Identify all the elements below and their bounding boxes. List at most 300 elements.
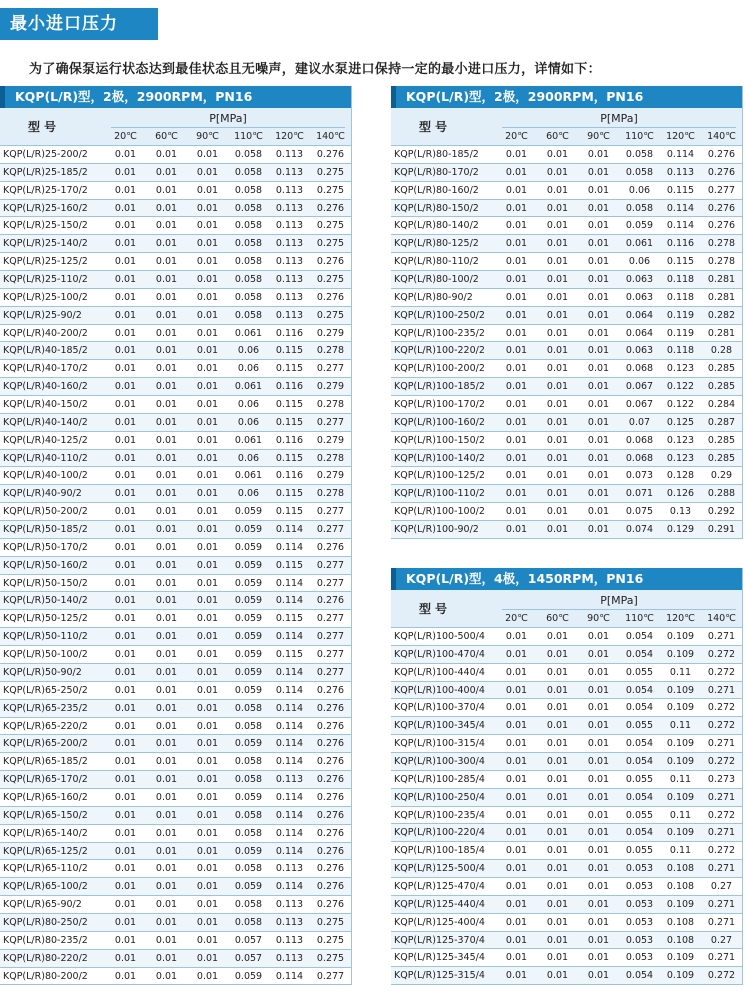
- pressure-cell: 0.01: [155, 845, 178, 857]
- table-row: [391, 235, 742, 253]
- table-rows: [391, 628, 742, 985]
- pressure-cell: 0.063: [625, 291, 654, 303]
- table-row: [0, 164, 351, 182]
- pressure-cell: 0.01: [505, 666, 528, 678]
- pressure-cell: 0.01: [505, 791, 528, 803]
- model-cell: KQP(L/R)100-220/2: [394, 345, 485, 357]
- table-row: [0, 700, 351, 718]
- pressure-cell: 0.01: [587, 149, 610, 160]
- table-row: [391, 664, 742, 682]
- model-cell: KQP(L/R)80-185/2: [394, 149, 479, 160]
- model-cell: KQP(L/R)100-170/2: [394, 399, 485, 411]
- pressure-cell: 0.123: [666, 434, 695, 446]
- pressure-cell: 0.01: [114, 774, 137, 786]
- pressure-cell: 0.271: [707, 684, 736, 696]
- pressure-cell: 0.01: [196, 274, 219, 286]
- pressure-cell: 0.113: [275, 220, 304, 232]
- pressure-cell: 0.068: [625, 363, 654, 375]
- pressure-cell: 0.01: [546, 149, 569, 160]
- pressure-cell: 0.058: [625, 166, 654, 178]
- pressure-cell: 0.01: [114, 881, 137, 893]
- pressure-cell: 0.01: [155, 434, 178, 446]
- temperature-header: 140℃: [707, 131, 736, 142]
- pressure-cell: 0.01: [196, 381, 219, 393]
- pressure-cell: 0.01: [587, 952, 610, 964]
- pressure-cell: 0.01: [196, 809, 219, 821]
- pressure-cell: 0.054: [625, 738, 654, 750]
- table-row: [0, 485, 351, 503]
- model-cell: KQP(L/R)125-440/4: [394, 898, 485, 910]
- pressure-cell: 0.01: [587, 291, 610, 303]
- model-cell: KQP(L/R)80-90/2: [394, 291, 473, 303]
- pressure-cell: 0.113: [275, 256, 304, 268]
- model-cell: KQP(L/R)40-160/2: [3, 381, 88, 393]
- pressure-cell: 0.01: [114, 684, 137, 696]
- pressure-cell: 0.01: [196, 184, 219, 196]
- pressure-cell: 0.114: [275, 702, 304, 714]
- pressure-cell: 0.125: [666, 416, 695, 428]
- pressure-cell: 0.01: [114, 416, 137, 428]
- model-cell: KQP(L/R)50-100/2: [3, 649, 88, 661]
- pressure-cell: 0.01: [196, 345, 219, 357]
- model-cell: KQP(L/R)25-160/2: [3, 202, 88, 214]
- pressure-cell: 0.054: [625, 756, 654, 768]
- pressure-cell: 0.115: [666, 256, 695, 268]
- pressure-cell: 0.01: [505, 684, 528, 696]
- model-cell: KQP(L/R)80-220/2: [3, 952, 88, 964]
- model-cell: KQP(L/R)80-110/2: [394, 256, 479, 268]
- pressure-cell: 0.114: [666, 202, 695, 214]
- pressure-cell: 0.113: [275, 774, 304, 786]
- pressure-cell: 0.059: [234, 577, 263, 589]
- table-row: [0, 682, 351, 700]
- pressure-cell: 0.271: [707, 631, 736, 642]
- pressure-cell: 0.058: [234, 202, 263, 214]
- pressure-cell: 0.01: [587, 916, 610, 928]
- pressure-cell: 0.058: [234, 166, 263, 178]
- pressure-cell: 0.01: [505, 934, 528, 946]
- pressure-cell: 0.115: [275, 345, 304, 357]
- pressure-cell: 0.01: [587, 702, 610, 714]
- pressure-cell: 0.115: [275, 649, 304, 661]
- pressure-cell: 0.114: [275, 845, 304, 857]
- pressure-cell: 0.119: [666, 309, 695, 321]
- pressure-cell: 0.276: [707, 149, 736, 160]
- pressure-cell: 0.01: [114, 220, 137, 232]
- table-row: [391, 342, 742, 360]
- pressure-cell: 0.277: [316, 613, 345, 625]
- pressure-cell: 0.01: [587, 898, 610, 910]
- pressure-cell: 0.01: [114, 202, 137, 214]
- pressure-cell: 0.01: [505, 773, 528, 785]
- pressure-cell: 0.06: [628, 256, 651, 268]
- pressure-cell: 0.01: [546, 416, 569, 428]
- pressure-cell: 0.01: [505, 381, 528, 393]
- pressure-cell: 0.01: [114, 631, 137, 643]
- model-cell: KQP(L/R)100-150/2: [394, 434, 485, 446]
- pressure-cell: 0.01: [155, 809, 178, 821]
- pressure-cell: 0.01: [587, 470, 610, 482]
- pressure-cell: 0.01: [196, 541, 219, 553]
- model-cell: KQP(L/R)65-235/2: [3, 702, 88, 714]
- pressure-cell: 0.01: [546, 970, 569, 982]
- pressure-cell: 0.01: [155, 613, 178, 625]
- pressure-cell: 0.01: [587, 327, 610, 339]
- pressure-cell: 0.01: [196, 434, 219, 446]
- pressure-cell: 0.01: [155, 791, 178, 803]
- pressure-cell: 0.058: [234, 291, 263, 303]
- pressure-cell: 0.114: [275, 720, 304, 732]
- intro-text: 为了确保泵运行状态达到最佳状态且无噪声，建议水泵进口保持一定的最小进口压力，详情如下：: [29, 62, 601, 77]
- pressure-cell: 0.01: [505, 845, 528, 857]
- pressure-cell: 0.114: [275, 756, 304, 768]
- temperature-header: 60℃: [155, 131, 178, 142]
- pressure-cell: 0.281: [707, 291, 736, 303]
- pressure-cell: 0.063: [625, 274, 654, 286]
- pressure-cell: 0.109: [666, 738, 695, 750]
- temperature-header: 120℃: [666, 131, 695, 142]
- pressure-cell: 0.01: [114, 649, 137, 661]
- pressure-cell: 0.01: [587, 256, 610, 268]
- pressure-cell: 0.01: [587, 399, 610, 411]
- pressure-cell: 0.01: [155, 452, 178, 464]
- pressure-cell: 0.01: [114, 345, 137, 357]
- pressure-cell: 0.118: [666, 291, 695, 303]
- pressure-unit-header: P[MPa]: [111, 112, 345, 128]
- table-row: [391, 771, 742, 789]
- pressure-cell: 0.059: [234, 881, 263, 893]
- pressure-cell: 0.01: [587, 416, 610, 428]
- pressure-cell: 0.01: [587, 845, 610, 857]
- pressure-cell: 0.116: [275, 434, 304, 446]
- table-row: [0, 932, 351, 950]
- model-cell: KQP(L/R)40-125/2: [3, 434, 88, 446]
- pressure-cell: 0.113: [275, 274, 304, 286]
- pressure-cell: 0.277: [316, 631, 345, 643]
- model-cell: KQP(L/R)40-185/2: [3, 345, 88, 357]
- pressure-cell: 0.01: [546, 863, 569, 875]
- table-header: KQP(L/R)型，2极，2900RPM，PN16: [0, 86, 351, 108]
- pressure-cell: 0.01: [546, 524, 569, 536]
- temperature-headers: [105, 131, 351, 142]
- pressure-cell: 0.276: [316, 845, 345, 857]
- table-row: [0, 914, 351, 932]
- pressure-cell: 0.01: [505, 952, 528, 964]
- pressure-cell: 0.058: [234, 274, 263, 286]
- pressure-cell: 0.01: [587, 934, 610, 946]
- temperature-header: 20℃: [505, 613, 528, 624]
- pressure-cell: 0.123: [666, 452, 695, 464]
- pressure-cell: 0.01: [196, 720, 219, 732]
- pressure-cell: 0.01: [196, 952, 219, 964]
- pressure-cell: 0.01: [505, 363, 528, 375]
- pressure-cell: 0.06: [628, 184, 651, 196]
- model-cell: KQP(L/R)40-200/2: [3, 327, 88, 339]
- pressure-cell: 0.27: [710, 934, 733, 946]
- pressure-cell: 0.276: [316, 541, 345, 553]
- pressure-cell: 0.285: [707, 363, 736, 375]
- pressure-cell: 0.01: [505, 416, 528, 428]
- pressure-cell: 0.01: [505, 898, 528, 910]
- pressure-cell: 0.285: [707, 381, 736, 393]
- pressure-cell: 0.277: [316, 970, 345, 982]
- pressure-cell: 0.113: [275, 184, 304, 196]
- pressure-cell: 0.01: [505, 309, 528, 321]
- pressure-cell: 0.01: [114, 256, 137, 268]
- pressure-cell: 0.272: [707, 702, 736, 714]
- model-cell: KQP(L/R)100-110/2: [394, 488, 485, 500]
- pressure-cell: 0.275: [316, 166, 345, 178]
- pressure-cell: 0.01: [155, 274, 178, 286]
- pressure-cell: 0.272: [707, 756, 736, 768]
- pressure-cell: 0.287: [707, 416, 736, 428]
- pressure-cell: 0.276: [316, 684, 345, 696]
- pressure-cell: 0.01: [114, 274, 137, 286]
- table-row: [0, 664, 351, 682]
- pressure-cell: 0.06: [237, 345, 260, 357]
- model-cell: KQP(L/R)40-170/2: [3, 363, 88, 375]
- pressure-cell: 0.055: [625, 666, 654, 678]
- pressure-cell: 0.01: [196, 524, 219, 536]
- pressure-cell: 0.114: [275, 524, 304, 536]
- pressure-cell: 0.108: [666, 916, 695, 928]
- pressure-cell: 0.01: [155, 756, 178, 768]
- pressure-cell: 0.01: [114, 827, 137, 839]
- pressure-cell: 0.276: [316, 149, 345, 160]
- pressure-cell: 0.01: [196, 899, 219, 911]
- pressure-cell: 0.01: [546, 488, 569, 500]
- pressure-cell: 0.01: [155, 363, 178, 375]
- table-row: [391, 967, 742, 985]
- pressure-cell: 0.058: [234, 238, 263, 250]
- pressure-cell: 0.276: [316, 202, 345, 214]
- table-row: [391, 628, 742, 646]
- pressure-cell: 0.01: [196, 916, 219, 928]
- pressure-cell: 0.01: [114, 291, 137, 303]
- model-cell: KQP(L/R)25-125/2: [3, 256, 88, 268]
- pressure-cell: 0.01: [587, 827, 610, 839]
- pressure-cell: 0.01: [196, 166, 219, 178]
- pressure-cell: 0.115: [275, 613, 304, 625]
- pressure-cell: 0.01: [155, 184, 178, 196]
- pressure-cell: 0.01: [196, 845, 219, 857]
- table-row: [0, 628, 351, 646]
- pressure-cell: 0.278: [316, 488, 345, 500]
- table-row: [391, 753, 742, 771]
- pressure-cell: 0.01: [196, 506, 219, 518]
- pressure-cell: 0.01: [505, 220, 528, 232]
- table-row: [391, 503, 742, 521]
- pressure-cell: 0.115: [666, 184, 695, 196]
- pressure-cell: 0.01: [546, 881, 569, 893]
- pressure-cell: 0.01: [546, 916, 569, 928]
- pressure-cell: 0.01: [505, 738, 528, 750]
- table-row: [0, 646, 351, 664]
- table-rows: [0, 146, 351, 985]
- pressure-cell: 0.277: [316, 666, 345, 678]
- pressure-cell: 0.01: [546, 399, 569, 411]
- pressure-cell: 0.01: [196, 827, 219, 839]
- model-cell: KQP(L/R)100-200/2: [394, 363, 485, 375]
- pressure-cell: 0.276: [316, 827, 345, 839]
- model-cell: KQP(L/R)100-250/2: [394, 309, 485, 321]
- pressure-cell: 0.053: [625, 952, 654, 964]
- temperature-headers: [496, 613, 742, 624]
- pressure-cell: 0.113: [275, 934, 304, 946]
- pressure-cell: 0.01: [155, 631, 178, 643]
- pressure-cell: 0.01: [155, 684, 178, 696]
- pressure-cell: 0.276: [316, 881, 345, 893]
- pressure-cell: 0.01: [587, 631, 610, 642]
- pressure-cell: 0.01: [505, 274, 528, 286]
- pressure-cell: 0.01: [546, 648, 569, 660]
- pressure-cell: 0.01: [114, 524, 137, 536]
- table-row: [391, 824, 742, 842]
- pressure-cell: 0.01: [196, 309, 219, 321]
- pressure-cell: 0.01: [587, 274, 610, 286]
- pressure-cell: 0.01: [155, 952, 178, 964]
- model-cell: KQP(L/R)25-185/2: [3, 166, 88, 178]
- table-header: KQP(L/R)型，2极，2900RPM，PN16: [391, 86, 742, 108]
- pressure-cell: 0.116: [275, 470, 304, 482]
- pressure-cell: 0.01: [546, 791, 569, 803]
- pressure-cell: 0.01: [505, 434, 528, 446]
- table-row: [391, 378, 742, 396]
- pressure-cell: 0.074: [625, 524, 654, 536]
- pressure-cell: 0.01: [587, 791, 610, 803]
- pressure-cell: 0.01: [546, 238, 569, 250]
- table-header: KQP(L/R)型，4极，1450RPM，PN16: [391, 568, 742, 590]
- pressure-cell: 0.01: [155, 916, 178, 928]
- pressure-cell: 0.276: [316, 899, 345, 911]
- pressure-cell: 0.01: [546, 470, 569, 482]
- pressure-cell: 0.01: [546, 720, 569, 732]
- pressure-cell: 0.01: [155, 166, 178, 178]
- pressure-cell: 0.271: [707, 952, 736, 964]
- pressure-cell: 0.01: [155, 149, 178, 160]
- pressure-cell: 0.01: [155, 702, 178, 714]
- pressure-cell: 0.113: [275, 899, 304, 911]
- pressure-cell: 0.01: [546, 434, 569, 446]
- pressure-cell: 0.292: [707, 506, 736, 518]
- pressure-cell: 0.01: [587, 363, 610, 375]
- table-row: [391, 182, 742, 200]
- pressure-cell: 0.01: [587, 524, 610, 536]
- pressure-cell: 0.114: [275, 970, 304, 982]
- pressure-cell: 0.01: [196, 881, 219, 893]
- model-cell: KQP(L/R)100-315/4: [394, 738, 485, 750]
- table-row: [391, 717, 742, 735]
- model-cell: KQP(L/R)80-140/2: [394, 220, 479, 232]
- pressure-cell: 0.01: [546, 898, 569, 910]
- pressure-cell: 0.01: [114, 381, 137, 393]
- pressure-cell: 0.01: [546, 184, 569, 196]
- pressure-cell: 0.114: [275, 738, 304, 750]
- pressure-cell: 0.271: [707, 827, 736, 839]
- model-cell: KQP(L/R)125-315/4: [394, 970, 485, 982]
- pressure-cell: 0.01: [505, 970, 528, 982]
- table-row: [0, 807, 351, 825]
- pressure-cell: 0.01: [196, 452, 219, 464]
- pressure-cell: 0.126: [666, 488, 695, 500]
- pressure-cell: 0.108: [666, 934, 695, 946]
- pressure-cell: 0.058: [234, 809, 263, 821]
- pressure-cell: 0.113: [275, 952, 304, 964]
- pressure-cell: 0.058: [234, 702, 263, 714]
- pressure-cell: 0.01: [155, 541, 178, 553]
- pressure-cell: 0.01: [505, 648, 528, 660]
- pressure-cell: 0.271: [707, 863, 736, 875]
- temperature-header: 20℃: [114, 131, 137, 142]
- pressure-cell: 0.01: [155, 524, 178, 536]
- pressure-cell: 0.01: [196, 738, 219, 750]
- model-cell: KQP(L/R)25-100/2: [3, 291, 88, 303]
- model-cell: KQP(L/R)50-170/2: [3, 541, 88, 553]
- pressure-cell: 0.277: [316, 506, 345, 518]
- pressure-cell: 0.01: [587, 184, 610, 196]
- pressure-cell: 0.01: [114, 970, 137, 982]
- table-row: [391, 932, 742, 950]
- pressure-cell: 0.059: [234, 506, 263, 518]
- pressure-cell: 0.01: [196, 559, 219, 571]
- pressure-cell: 0.053: [625, 863, 654, 875]
- pressure-cell: 0.01: [196, 363, 219, 375]
- pressure-cell: 0.059: [234, 970, 263, 982]
- pressure-cell: 0.113: [275, 166, 304, 178]
- pressure-cell: 0.058: [234, 774, 263, 786]
- table-row: [0, 146, 351, 164]
- pressure-cell: 0.01: [114, 791, 137, 803]
- pressure-cell: 0.01: [505, 809, 528, 821]
- pressure-cell: 0.054: [625, 970, 654, 982]
- pressure-cell: 0.282: [707, 309, 736, 321]
- pressure-cell: 0.058: [234, 256, 263, 268]
- pressure-cell: 0.01: [505, 291, 528, 303]
- pressure-cell: 0.122: [666, 399, 695, 411]
- pressure-cell: 0.058: [234, 827, 263, 839]
- pressure-cell: 0.01: [505, 720, 528, 732]
- pressure-cell: 0.054: [625, 827, 654, 839]
- table-row: [0, 253, 351, 271]
- table-row: [0, 432, 351, 450]
- pressure-cell: 0.01: [114, 363, 137, 375]
- pressure-cell: 0.128: [666, 470, 695, 482]
- model-column-header: 型号: [419, 602, 452, 616]
- table-row: [391, 271, 742, 289]
- model-cell: KQP(L/R)40-90/2: [3, 488, 82, 500]
- pressure-cell: 0.114: [275, 791, 304, 803]
- pressure-cell: 0.285: [707, 452, 736, 464]
- pressure-cell: 0.01: [587, 863, 610, 875]
- pressure-cell: 0.01: [587, 202, 610, 214]
- table-row: [391, 896, 742, 914]
- table-row: [391, 699, 742, 717]
- pressure-cell: 0.01: [155, 577, 178, 589]
- pressure-cell: 0.06: [237, 416, 260, 428]
- pressure-cell: 0.01: [505, 863, 528, 875]
- model-cell: KQP(L/R)25-140/2: [3, 238, 88, 250]
- pressure-cell: 0.113: [275, 309, 304, 321]
- pressure-cell: 0.01: [196, 774, 219, 786]
- model-cell: KQP(L/R)100-125/2: [394, 470, 485, 482]
- pressure-cell: 0.01: [546, 934, 569, 946]
- model-cell: KQP(L/R)80-235/2: [3, 934, 88, 946]
- pressure-cell: 0.01: [155, 666, 178, 678]
- pressure-cell: 0.061: [234, 470, 263, 482]
- pressure-cell: 0.057: [234, 934, 263, 946]
- pressure-cell: 0.01: [114, 899, 137, 911]
- pressure-cell: 0.276: [316, 774, 345, 786]
